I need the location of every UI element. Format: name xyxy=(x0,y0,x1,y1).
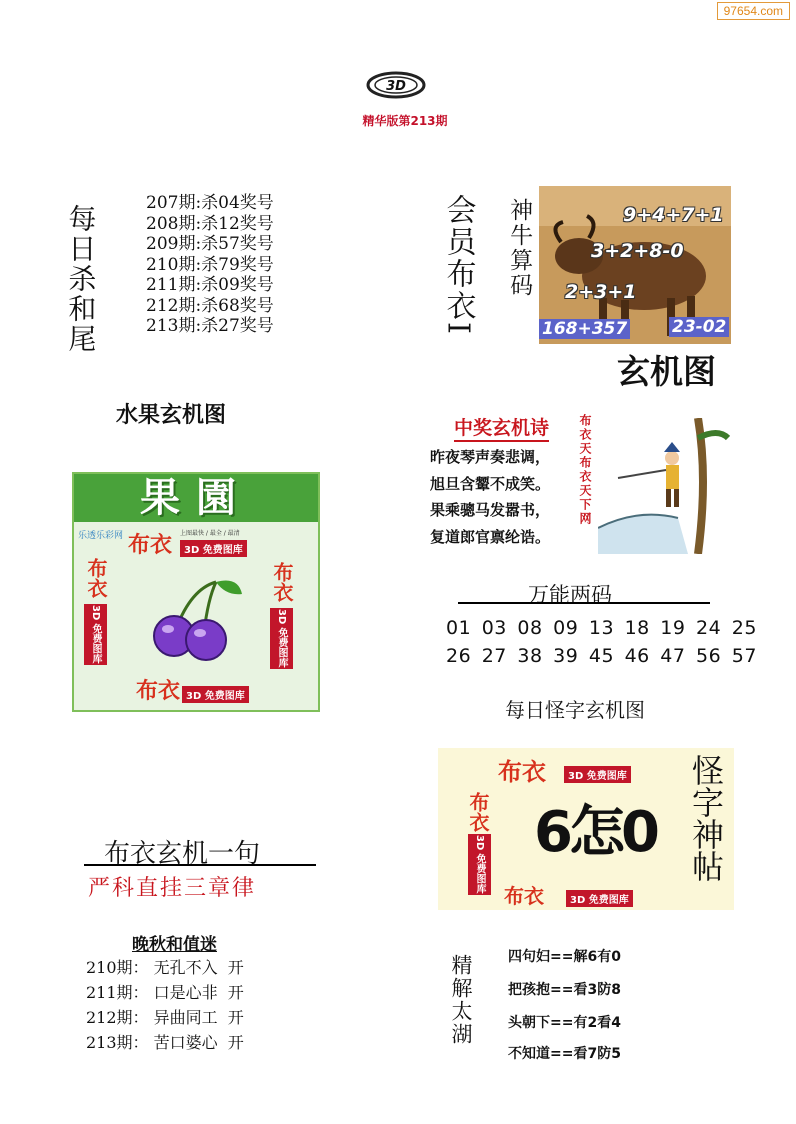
riddle-row: 210期： 无孔不入 开 xyxy=(86,958,244,977)
kill-item: 212期:杀68奖号 xyxy=(146,295,274,316)
kill-item: 209期:杀57奖号 xyxy=(146,234,274,254)
two-codes-rule xyxy=(458,602,710,604)
two-codes-title: 万能两码 xyxy=(528,583,612,607)
fruit-brand-bottom: 布衣 xyxy=(136,679,181,704)
strange-tag-top: 3D 免费图库 xyxy=(564,766,631,783)
fruit-picture xyxy=(72,472,320,712)
fisherman-illustration xyxy=(598,418,730,554)
strange-picture xyxy=(438,748,734,910)
fruit-title: 水果玄机图 xyxy=(116,403,227,428)
daily-kill-title: 每日杀和尾 xyxy=(64,204,98,354)
ox-formula-1: 9+4+7+1 xyxy=(623,204,724,226)
member-title: 会员布衣I xyxy=(440,194,476,336)
sentence-rule xyxy=(84,864,316,866)
lake-line: 四句妇==解6有0 xyxy=(508,949,621,965)
kill-item: 208期:杀12奖号 xyxy=(146,213,274,234)
lake-line: 头朝下==有2看4 xyxy=(508,1015,621,1031)
kill-item: 210期:杀79奖号 xyxy=(146,254,274,275)
ox-formula-3: 2+3+1 xyxy=(565,281,637,303)
poem-line: 昨夜琴声奏悲调， xyxy=(430,448,551,466)
strange-brand-left: 布衣 xyxy=(466,792,490,832)
strange-tag-bottom: 3D 免费图库 xyxy=(566,890,633,907)
ox-bottom-left: 168+357 xyxy=(539,319,630,339)
fruit-tag-note: 上图最快 / 最全 / 最清 xyxy=(180,530,240,537)
kill-item: 211期:杀09奖号 xyxy=(146,275,274,295)
logo-text: 3D xyxy=(386,79,406,94)
fruit-tag-left: 3D 免费图库 xyxy=(84,604,107,665)
poem-title: 中奖玄机诗 xyxy=(454,413,549,442)
strange-brand-bottom: 布衣 xyxy=(504,884,544,908)
fruit-banner: 果園 xyxy=(74,474,318,522)
kill-item: 213期:杀27奖号 xyxy=(146,316,274,336)
lake-line: 不知道==看7防5 xyxy=(508,1046,621,1062)
riddle-row: 212期： 异曲同工 开 xyxy=(86,1008,244,1027)
strange-tag-left: 3D 免费图库 xyxy=(468,834,491,895)
strange-right-label: 怪字神帖 xyxy=(687,754,725,882)
poem-lines xyxy=(430,444,550,550)
poem-line: 旭旦含颦不成笑。 xyxy=(430,474,551,493)
ox-formula-2: 3+2+8-0 xyxy=(591,240,684,262)
riddle-title: 晚秋和值迷 xyxy=(132,935,217,955)
fruit-side-note: 乐透乐彩网 xyxy=(78,531,124,541)
fruit-brand-left: 布衣 xyxy=(84,558,108,598)
riddle-row: 213期： 苦口婆心 开 xyxy=(86,1033,244,1052)
ox-picture xyxy=(539,186,731,344)
site-watermark: 97654.com xyxy=(717,2,790,20)
two-codes-row-1: 01 03 08 09 13 18 19 24 25 xyxy=(446,617,757,639)
strange-brand-top: 布衣 xyxy=(498,758,546,786)
fruit-brand-top: 布衣 xyxy=(128,533,173,558)
strange-title: 每日怪字玄机图 xyxy=(505,698,645,722)
poem-side-text: 布衣天布衣天下网 xyxy=(578,414,592,526)
poem-line: 果乘骢马发嚣书， xyxy=(430,501,551,519)
sentence-title: 布衣玄机一句 xyxy=(104,839,261,869)
lake-line: 把孩抱==看3防8 xyxy=(508,982,621,998)
sentence-subtitle: 严科直挂三章律 xyxy=(88,876,257,901)
fruit-tag-right: 3D 免费图库 xyxy=(270,608,293,669)
fruit-tag-top: 3D 免费图库 xyxy=(180,540,247,557)
ox-bottom-right: 23-02 xyxy=(669,317,729,337)
fruit-tag-bottom: 3D 免费图库 xyxy=(182,686,249,703)
fruit-brand-right: 布衣 xyxy=(270,562,294,602)
daily-kill-list xyxy=(146,193,274,337)
member-subtitle: 神牛算码 xyxy=(506,198,533,298)
kill-item: 207期:杀04奖号 xyxy=(146,193,274,213)
lake-title: 精解太湖 xyxy=(449,954,473,1046)
poem-line: 复道郎官禀纶诰。 xyxy=(430,527,551,546)
strange-handwriting: 6怎0 xyxy=(534,800,656,865)
3d-logo xyxy=(366,70,426,100)
cherry-illustration xyxy=(146,574,246,664)
riddle-row: 211期： 口是心非 开 xyxy=(86,983,244,1002)
two-codes-row-2: 26 27 38 39 45 46 47 56 57 xyxy=(446,645,757,667)
ox-caption: 玄机图 xyxy=(617,352,716,391)
issue-label: 精华版第213期 xyxy=(362,114,448,128)
